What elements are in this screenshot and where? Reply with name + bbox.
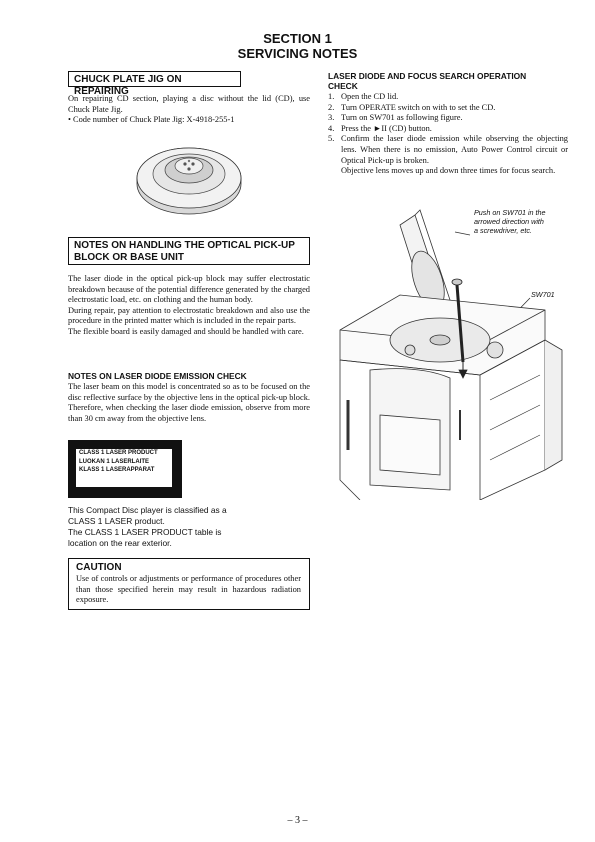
handling-heading-line1: NOTES ON HANDLING THE OPTICAL PICK-UP — [74, 240, 295, 251]
callout-line3: a screwdriver, etc. — [474, 226, 532, 235]
handling-paragraph-1: The laser diode in the optical pick-up block may suffer electrostatic breakdown because of the potential difference generated by the charged electrostatic load, etc. on clothing and the human body. — [68, 274, 310, 305]
class1-note-line1: This Compact Disc player is classified as a — [68, 505, 227, 515]
caution-title: CAUTION — [76, 562, 122, 573]
class1-note — [68, 505, 310, 549]
step-item: 2. Turn OPERATE switch on with to set the CD. — [328, 102, 496, 112]
handling-heading-box — [68, 237, 310, 265]
step-item: 4. Press the ►II (CD) button. — [328, 123, 432, 133]
callout-line2: arrowed direction with — [474, 217, 544, 226]
handling-text — [68, 274, 310, 338]
cd-player-illustration — [330, 200, 580, 500]
step-item: 1. Open the CD lid. — [328, 92, 399, 101]
label-line-3: KLASS 1 LASERAPPARAT — [79, 467, 155, 473]
chuck-plate-jig-illustration — [135, 128, 243, 218]
emission-text: The laser beam on this model is concentrated so as to be focused on the disc reflective surface by the objective lens in the optical pick-up block. Therefore, when checking the laser diode emission, observe from more than 30 cm away from the objective lens. — [68, 382, 310, 423]
chuck-plate-code: • Code number of Chuck Plate Jig: X-4918-255-1 — [68, 115, 235, 125]
class1-note-line2: CLASS 1 LASER product. — [68, 516, 165, 526]
class1-laser-label-inner — [76, 449, 172, 487]
class1-note-line3: The CLASS 1 LASER PRODUCT table is — [68, 527, 222, 537]
step-item: 3. Turn on SW701 as following figure. — [328, 113, 463, 123]
page-number: – 3 – — [287, 815, 308, 826]
focus-check-heading-line1: LASER DIODE AND FOCUS SEARCH OPERATION — [328, 71, 527, 81]
page-header — [0, 31, 595, 61]
label-line-2: LUOKAN 1 LASERLAITE — [79, 458, 150, 465]
focus-check-heading-line2: CHECK — [328, 81, 358, 91]
chuck-plate-text — [68, 94, 310, 126]
class1-note-line4: location on the rear exterior. — [68, 538, 172, 548]
step-item: 5. Confirm the laser diode emission while observing the objecting lens. When there is no emission, Auto Power Control circuit or Optical Pick-up is broken. — [328, 134, 568, 165]
caution-box — [68, 558, 310, 610]
handling-paragraph-3: The flexible board is easily damaged and should be handled with care. — [68, 326, 304, 336]
focus-check-steps — [328, 92, 568, 177]
class1-laser-label — [68, 440, 182, 498]
chuck-plate-heading: CHUCK PLATE JIG ON REPAIRING — [74, 74, 182, 97]
section-number: SECTION 1 — [263, 31, 332, 46]
callout-line1: Push on SW701 in the — [474, 208, 546, 217]
caution-text: Use of controls or adjustments or performance of procedures other than those specified herein may result in hazardous radiation exposure. — [76, 574, 301, 605]
handling-paragraph-2: During repair, pay attention to electrostatic breakdown and also use the procedure in the printed matter which is included in the repair parts. — [68, 305, 310, 326]
focus-check-heading — [328, 71, 568, 91]
handling-heading-line2: BLOCK OR BASE UNIT — [74, 252, 184, 263]
label-line-1: CLASS 1 LASER PRODUCT — [79, 450, 158, 456]
chuck-plate-heading-box — [68, 71, 241, 97]
focus-search-note: Objective lens moves up and down three times for focus search. — [341, 166, 556, 176]
sw701-label: SW701 — [531, 290, 555, 299]
chuck-plate-paragraph: On repairing CD section, playing a disc without the lid (CD), use Chuck Plate Jig. — [68, 94, 310, 114]
page-title: SERVICING NOTES — [237, 46, 358, 61]
steps-list — [328, 92, 568, 166]
emission-heading: NOTES ON LASER DIODE EMISSION CHECK — [68, 371, 247, 381]
